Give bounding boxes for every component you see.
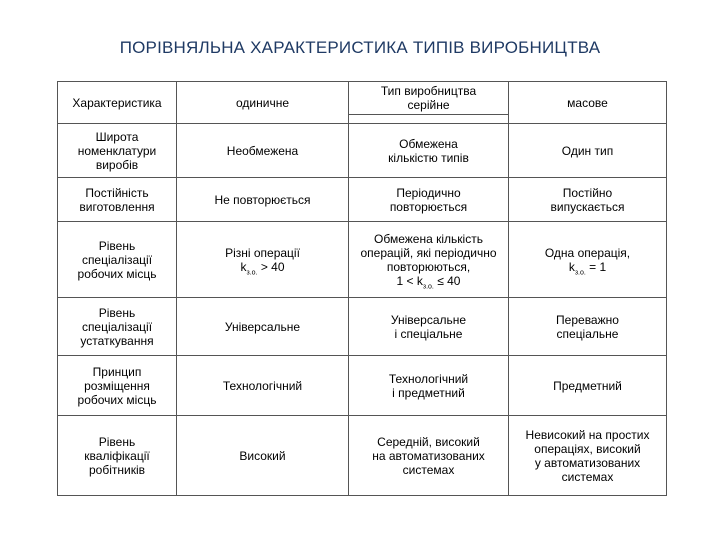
cell-mass: Постійно випускається	[509, 178, 667, 222]
cell-serial: Технологічний і предметний	[349, 356, 509, 416]
table-row	[58, 356, 667, 416]
cell-serial: Періодично повторюється	[349, 178, 509, 222]
header-spacer	[349, 115, 509, 124]
table-row	[58, 298, 667, 356]
cell-mass: Переважно спеціальне	[509, 298, 667, 356]
cell-mass: Предметний	[509, 356, 667, 416]
row-label: Принцип розміщення робочих місць	[58, 356, 177, 416]
cell-serial: Універсальне і спеціальне	[349, 298, 509, 356]
cell-single: Різні операції $k_{з.о.} > 40$	[177, 222, 349, 298]
header-serial: серійне	[407, 98, 450, 112]
cell-single: Технологічний	[177, 356, 349, 416]
cell-serial: Середній, високий на автоматизованих системах	[349, 416, 509, 496]
table-row	[58, 222, 667, 298]
row-label: Широта номенклатури виробів	[58, 124, 177, 178]
header-mass: масове	[509, 82, 667, 124]
cell-serial: Обмежена кількістю типів	[349, 124, 509, 178]
table-row	[58, 416, 667, 496]
row-label: Постійність виготовлення	[58, 178, 177, 222]
cell-single: Необмежена	[177, 124, 349, 178]
table-row	[58, 124, 667, 178]
cell-single: Універсальне	[177, 298, 349, 356]
cell-mass: Невисокий на простих операціях, високий у автоматизованих системах	[509, 416, 667, 496]
cell-single: Не повторюється	[177, 178, 349, 222]
header-group-label: Тип виробництва	[380, 84, 477, 98]
comparison-table	[57, 81, 667, 496]
cell-serial: Обмежена кількість операцій, які періодично повторюються, $1 < k_{з.о.} \le 40$	[349, 222, 509, 298]
page-title: ПОРІВНЯЛЬНА ХАРАКТЕРИСТИКА ТИПІВ ВИРОБНИЦТВА	[119, 38, 601, 57]
cell-single: Високий	[177, 416, 349, 496]
header-characteristic: Характеристика	[58, 82, 177, 124]
table-header-row	[58, 82, 667, 115]
cell-mass: Одна операція, $k_{з.о.} = 1$	[509, 222, 667, 298]
row-label: Рівень спеціалізації робочих місць	[58, 222, 177, 298]
header-type-group	[349, 82, 509, 115]
row-label: Рівень спеціалізації устаткування	[58, 298, 177, 356]
header-single: одиничне	[177, 82, 349, 124]
table-row	[58, 178, 667, 222]
row-label: Рівень кваліфікації робітників	[58, 416, 177, 496]
cell-mass: Один тип	[509, 124, 667, 178]
